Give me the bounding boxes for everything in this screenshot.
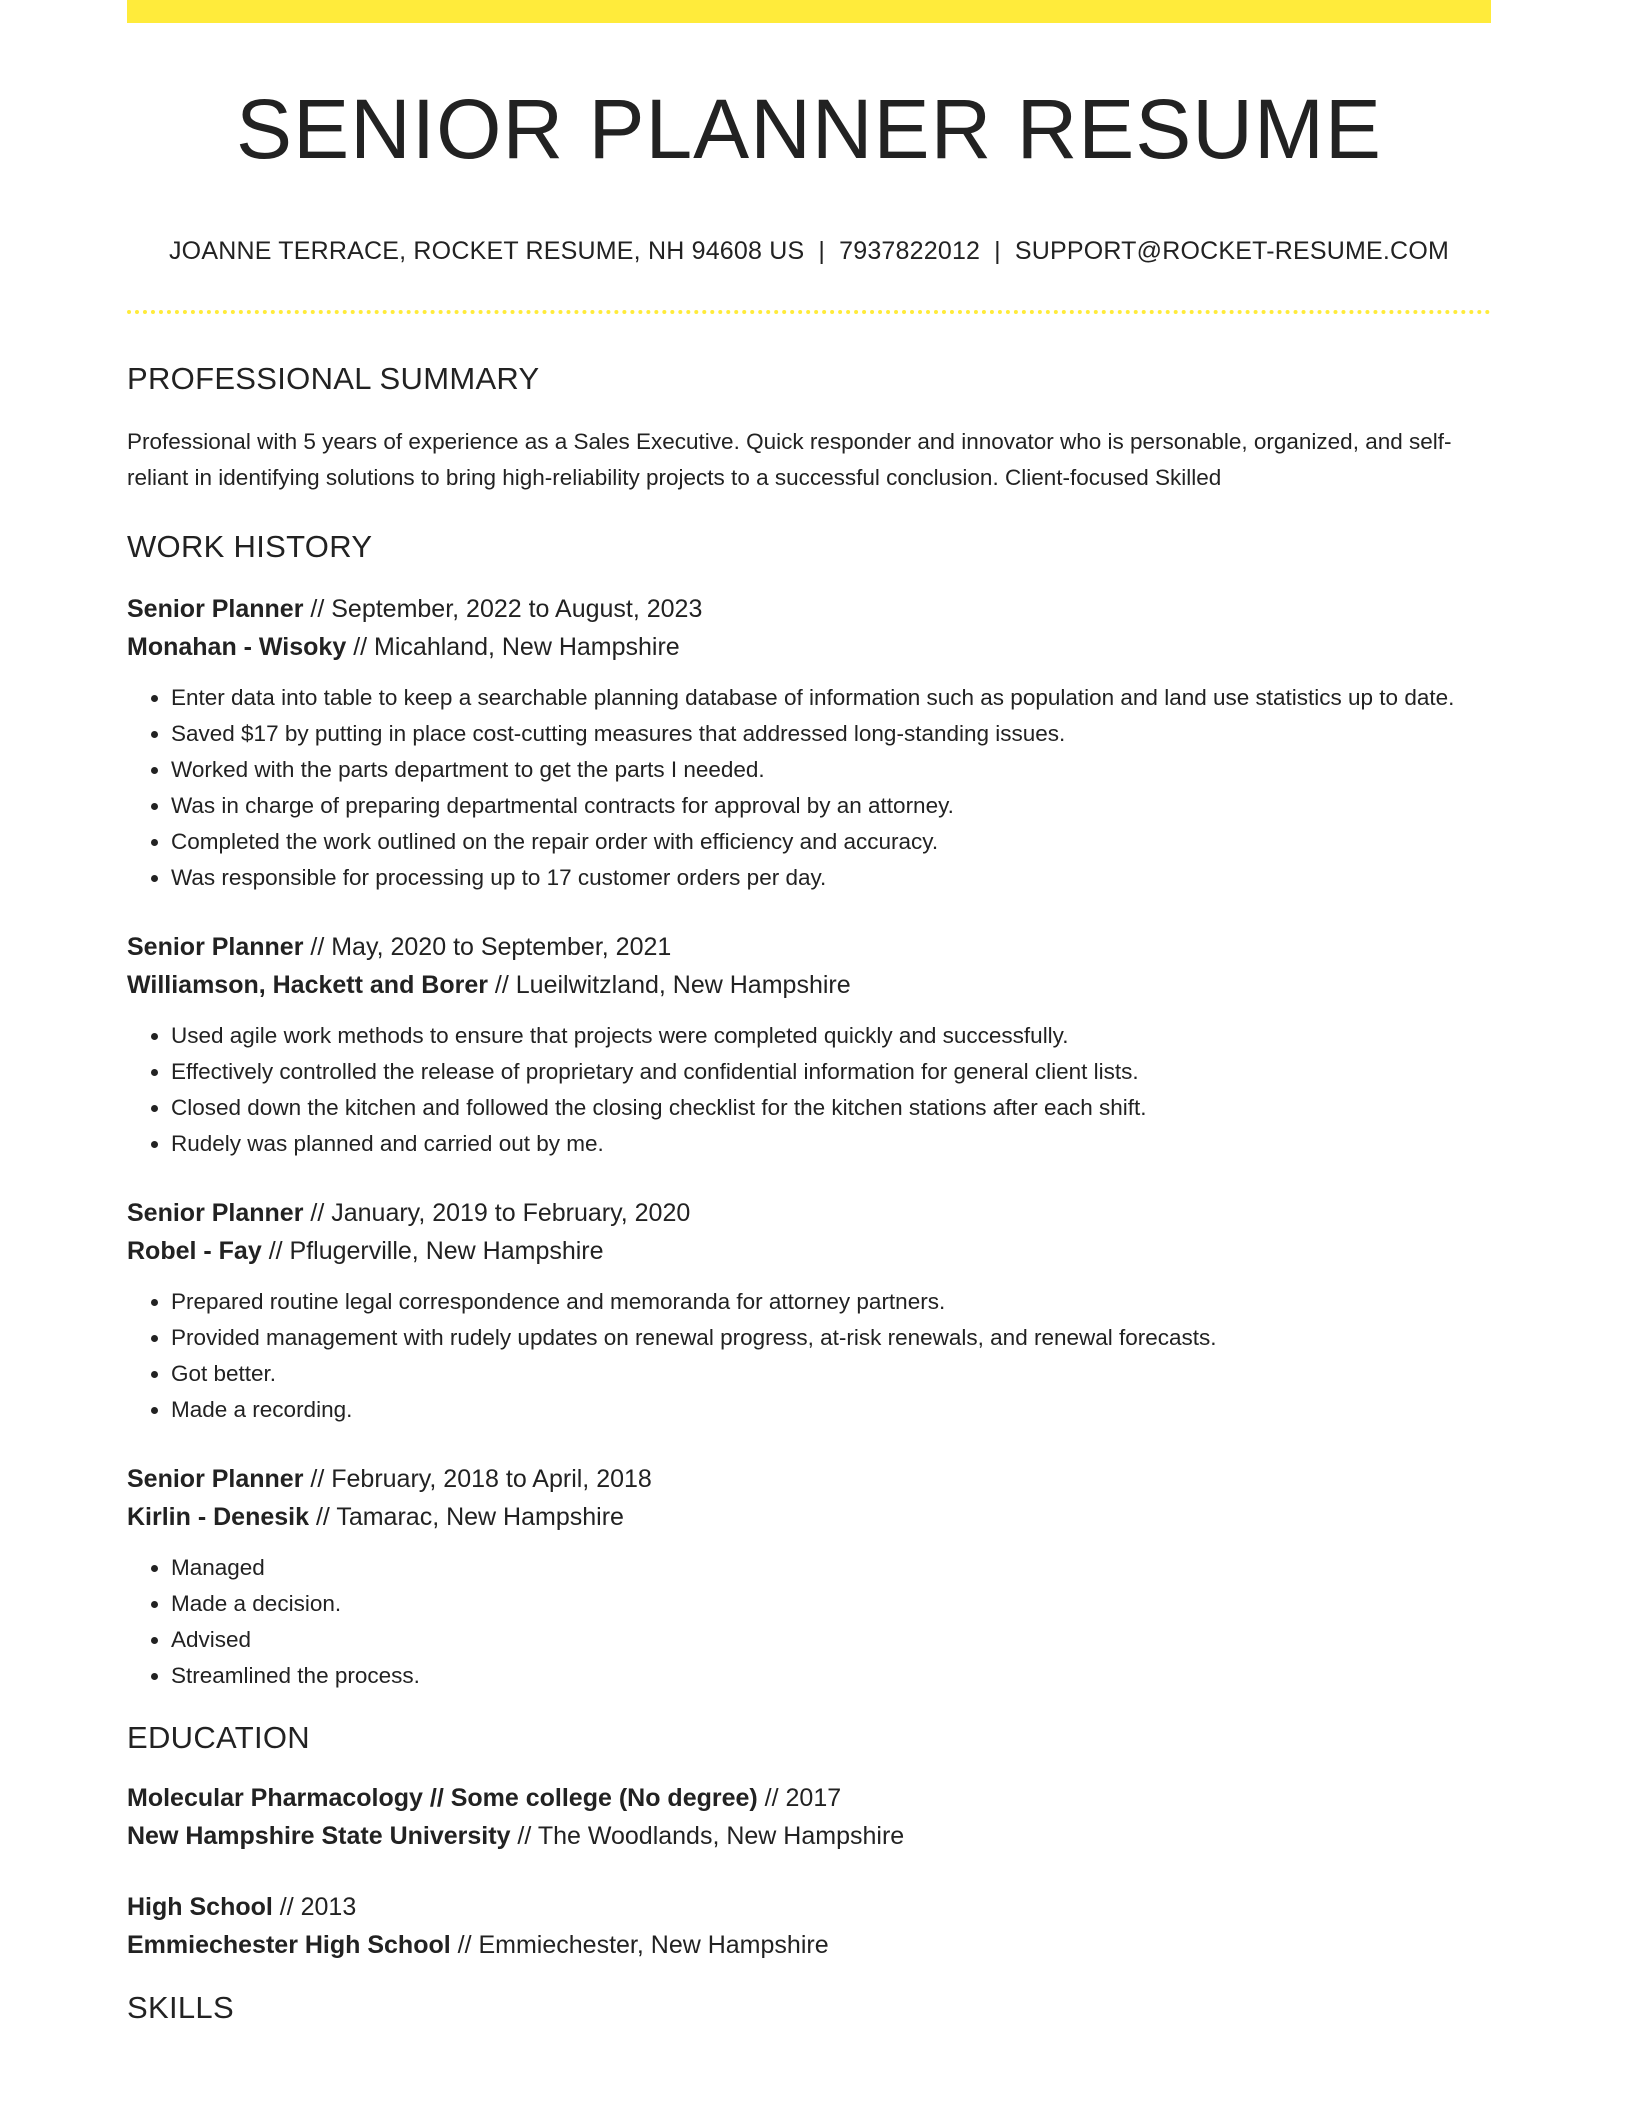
job-bullet: • Rudely was planned and carried out by me. [171,1126,1491,1162]
job-company-line [127,1498,1491,1536]
job-bullet: • Was responsible for processing up to 17 customer orders per day. [171,860,1491,896]
top-accent-bar [127,0,1491,23]
job-bullet: • Prepared routine legal correspondence and memoranda for attorney partners. [171,1284,1491,1320]
education-heading: EDUCATION [127,1720,310,1756]
job-bullet: • Worked with the parts department to get the parts I needed. [171,752,1491,788]
job-entry [127,590,1491,896]
contact-separator: | [994,237,1001,266]
job-title-line [127,1460,1491,1498]
job-bullets [127,1284,1491,1428]
job-title-line [127,590,1491,628]
education-degree-line [127,1779,1491,1817]
education-school: New Hampshire State University [127,1822,511,1851]
job-bullet: • Saved $17 by putting in place cost-cutting measures that addressed long-standing issues. [171,716,1491,752]
contact-line [127,237,1491,266]
education-school: Emmiechester High School [127,1931,451,1960]
education-year: // 2017 [757,1784,842,1813]
job-title: Senior Planner [127,1199,304,1228]
education-degree-line [127,1888,1491,1926]
job-company-line [127,628,1491,666]
job-title: Senior Planner [127,933,304,962]
job-bullets [127,1550,1491,1694]
job-bullet: • Managed [171,1550,1491,1586]
job-bullet: • Advised [171,1622,1491,1658]
job-bullets [127,680,1491,896]
contact-address: JOANNE TERRACE, ROCKET RESUME, NH 94608 US [168,237,805,266]
work-history-heading: WORK HISTORY [127,529,373,565]
contact-phone: 7937822012 [839,237,981,266]
job-bullet: • Got better. [171,1356,1491,1392]
job-bullet: • Used agile work methods to ensure that projects were completed quickly and successfully. [171,1018,1491,1054]
job-dates: // May, 2020 to September, 2021 [303,933,672,962]
job-bullet: • Effectively controlled the release of proprietary and confidential information for general client lists. [171,1054,1491,1090]
summary-heading: PROFESSIONAL SUMMARY [127,361,540,397]
job-location: // Pflugerville, New Hampshire [261,1237,604,1266]
job-bullet: • Streamlined the process. [171,1658,1491,1694]
job-bullet: • Was in charge of preparing departmental contracts for approval by an attorney. [171,788,1491,824]
resume-title: SENIOR PLANNER RESUME [236,82,1382,176]
job-title-line [127,928,1491,966]
job-bullet: • Enter data into table to keep a searchable planning database of information such as population and land use statistics up to date. [171,680,1491,716]
job-bullet: • Provided management with rudely updates on renewal progress, at-risk renewals, and renewal forecasts. [171,1320,1491,1356]
education-year: // 2013 [272,1893,357,1922]
job-dates: // January, 2019 to February, 2020 [303,1199,691,1228]
job-company: Robel - Fay [127,1237,262,1266]
job-company: Kirlin - Denesik [127,1503,309,1532]
job-title: Senior Planner [127,595,304,624]
job-bullet: • Completed the work outlined on the repair order with efficiency and accuracy. [171,824,1491,860]
job-entry [127,1460,1491,1694]
education-entry [127,1779,1491,1855]
dotted-divider [127,310,1491,314]
job-location: // Lueilwitzland, New Hampshire [487,971,851,1000]
job-title-line [127,1194,1491,1232]
education-entry [127,1888,1491,1964]
education-school-line [127,1926,1491,1964]
job-location: // Micahland, New Hampshire [346,633,680,662]
job-company: Williamson, Hackett and Borer [127,971,488,1000]
job-company: Monahan - Wisoky [127,633,347,662]
job-dates: // September, 2022 to August, 2023 [303,595,703,624]
job-company-line [127,1232,1491,1270]
job-bullet: • Made a recording. [171,1392,1491,1428]
job-location: // Tamarac, New Hampshire [309,1503,624,1532]
job-entry [127,1194,1491,1428]
resume-page [127,0,1491,2026]
education-degree: Molecular Pharmacology // Some college (No degree) [127,1784,758,1813]
job-bullet: • Made a decision. [171,1586,1491,1622]
education-location: // Emmiechester, New Hampshire [450,1931,829,1960]
education-school-line [127,1817,1491,1855]
job-title: Senior Planner [127,1465,304,1494]
job-bullets [127,1018,1491,1162]
job-bullet: • Closed down the kitchen and followed the closing checklist for the kitchen stations after each shift. [171,1090,1491,1126]
contact-email: SUPPORT@ROCKET-RESUME.COM [1014,237,1449,266]
contact-separator: | [818,237,826,266]
job-dates: // February, 2018 to April, 2018 [303,1465,652,1494]
summary-text: Professional with 5 years of experience as a Sales Executive. Quick responder and innovator who is personable, organized, and self-reliant in identifying solutions to bring high-reliability projects to a successful conclusion. Client-focused Skilled [127,429,1452,491]
job-company-line [127,966,1491,1004]
education-location: // The Woodlands, New Hampshire [510,1822,905,1851]
education-degree: High School [127,1893,273,1922]
skills-heading: SKILLS [127,1990,234,2026]
job-entry [127,928,1491,1162]
